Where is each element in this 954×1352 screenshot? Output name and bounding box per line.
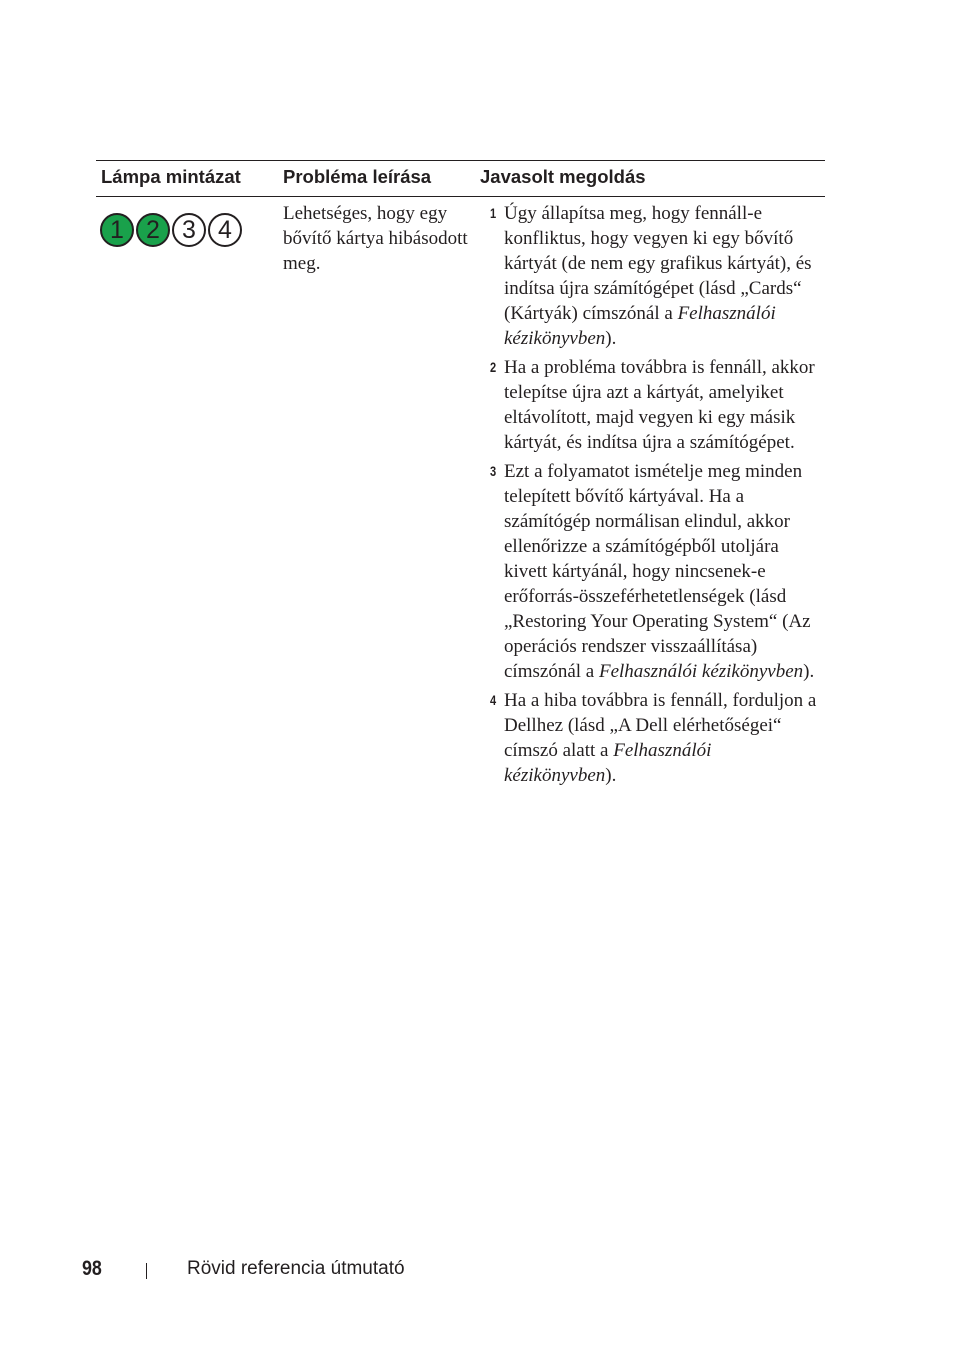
diagnostic-table [96, 160, 825, 847]
lamp-4-icon: 4 [208, 213, 242, 247]
diagnostic-lamps [100, 213, 242, 247]
problem-description: Lehetséges, hogy egy bővítő kártya hibásodott meg. [283, 203, 468, 274]
page-number: 98 [82, 1257, 102, 1280]
step-text: Ezt a folyamatot ismételje meg minden telepített bővítő kártyával. Ha a számítógép normálisan elindul, akkor ellenőrizze a számítógépből utoljára kivett kártyánál, hogy nincsenek-e erőforrás-összeférhetetlenségek (lásd „Restoring Your Operating System“ (Az operációs rendszer visszaállítása) címszónál a [504, 461, 811, 682]
lamp-1-icon: 1 [100, 213, 134, 247]
step-italic-reference: Felhasználói kézikönyvben [598, 661, 804, 682]
table-header-row [96, 161, 825, 196]
step-text: Ha a probléma továbbra is fennáll, akkor telepítse újra azt a kártyát, amelyiket eltávolított, majd vegyen ki egy másik kártyát, és indítsa újra a számítógépet. [504, 357, 815, 453]
footer-title: Rövid referencia útmutató [187, 1258, 405, 1279]
solution-step-1 [490, 201, 820, 351]
step-text-end: ). [605, 765, 617, 786]
step-italic-reference: Felhasználói kézikönyvben [504, 303, 776, 349]
solution-steps [490, 201, 820, 792]
header-suggested-solution: Javasolt megoldás [480, 166, 646, 187]
header-lamp-pattern: Lámpa mintázat [101, 166, 241, 187]
step-text-end: ). [803, 661, 815, 682]
header-problem-description: Probléma leírása [283, 166, 432, 187]
step-text-end: ). [605, 328, 617, 349]
lamp-2-icon: 2 [136, 213, 170, 247]
step-text: Úgy állapítsa meg, hogy fennáll-e konfliktus, hogy vegyen ki egy bővítő kártyát (de nem egy grafikus kártyát), és indítsa újra számítógépet (lásd „Cards“ (Kártyák) címszónál a [504, 203, 812, 324]
solution-step-3 [490, 459, 820, 684]
step-number: 4 [490, 693, 497, 708]
lamp-3-icon: 3 [172, 213, 206, 247]
solution-step-2 [490, 355, 820, 455]
page-footer [0, 1257, 954, 1287]
step-number: 3 [490, 464, 497, 479]
step-italic-reference: Felhasználói kézikönyvben [504, 740, 712, 786]
step-number: 2 [490, 360, 497, 375]
step-text: Ha a hiba továbbra is fennáll, forduljon a Dellhez (lásd „A Dell elérhetőségei“ címszó alatt a [504, 690, 817, 761]
solution-step-4 [490, 688, 820, 788]
footer-separator [146, 1263, 147, 1279]
step-number: 1 [490, 206, 497, 221]
table-row [96, 197, 825, 847]
